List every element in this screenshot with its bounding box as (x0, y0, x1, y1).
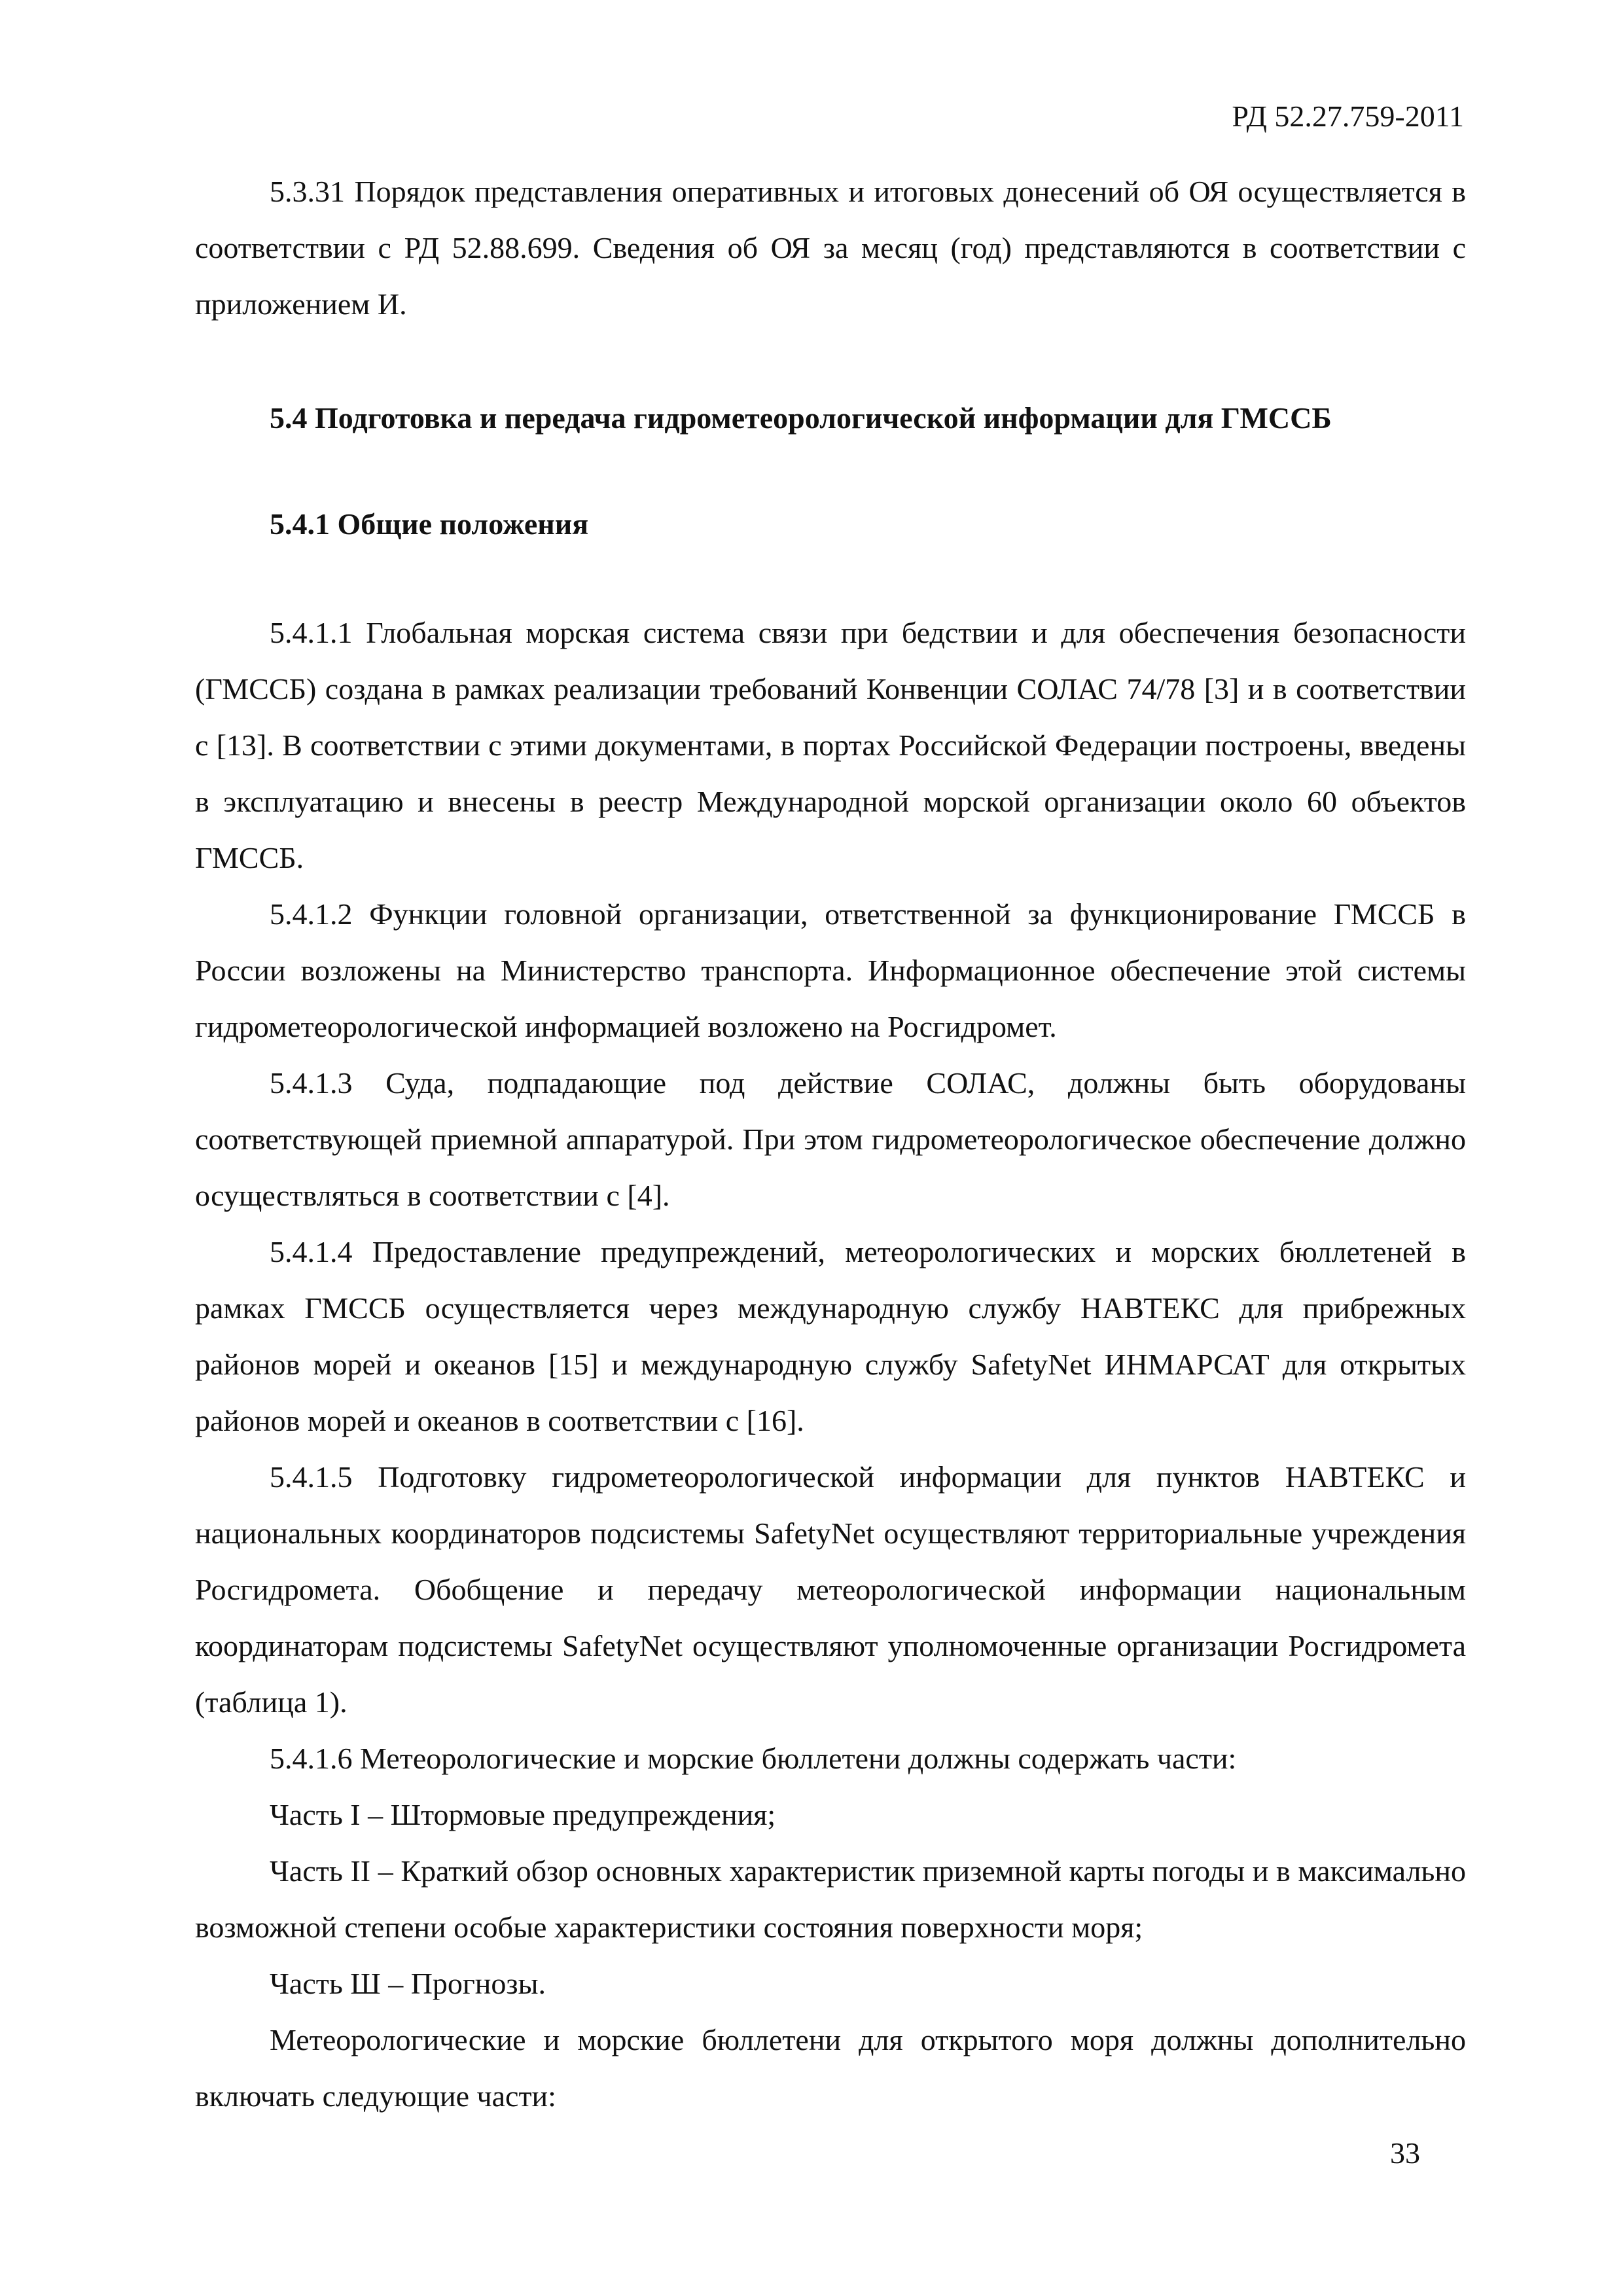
bulletin-part-1: Часть I – Штормовые предупреждения; (270, 1798, 776, 1831)
bulletin-part-3: Часть Ш – Прогнозы. (270, 1967, 546, 2000)
paragraph-5-4-1-2: 5.4.1.2 Функции головной организации, ответственной за функционирование ГМССБ в России возложены на Министерство транспорта. Информационное обеспечение этой системы гидрометеорологической информацией возложено на Росгидромет. (195, 897, 1466, 1043)
page-number: 33 (1390, 2136, 1420, 2170)
paragraph-5-4-1-1: 5.4.1.1 Глобальная морская система связи при бедствии и для обеспечения безопасности (ГМССБ) создана в рамках реализации требований Конвенции СОЛАС 74/78 [3] и в соответствии с [13]. В соответствии с этими документами, в портах Российской Федерации построены, введены в эксплуатацию и внесены в реестр Международной морской организации около 60 объектов ГМССБ. (195, 616, 1466, 874)
paragraph-5-4-1-6: 5.4.1.6 Метеорологические и морские бюллетени должны содержать части: (270, 1742, 1237, 1775)
paragraph-open-sea-bulletins: Метеорологические и морские бюллетени для открытого моря должны дополнительно включать следующие части: (195, 2023, 1466, 2113)
paragraph-5-4-1-3: 5.4.1.3 Суда, подпадающие под действие СОЛАС, должны быть оборудованы соответствующей приемной аппаратурой. При этом гидрометеорологическое обеспечение должно осуществляться в соответствии с [4]. (195, 1066, 1466, 1212)
paragraph-5-3-31: 5.3.31 Порядок представления оперативных и итоговых донесений об ОЯ осуществляется в соответствии с РД 52.88.699. Сведения об ОЯ за месяц (год) представляются в соответствии с приложением И. (195, 175, 1466, 321)
subsection-heading-5-4-1: 5.4.1 Общие положения (270, 507, 589, 541)
document-code: РД 52.27.759-2011 (1232, 99, 1464, 133)
document-body (195, 164, 1466, 2125)
paragraph-5-4-1-4: 5.4.1.4 Предоставление предупреждений, метеорологических и морских бюллетеней в рамках ГМССБ осуществляется через международную службу НАВТЕКС для прибрежных районов морей и океанов [15] и международную службу SafetyNet ИНМАРСАТ для открытых районов морей и океанов в соответствии с [16]. (195, 1235, 1466, 1437)
section-heading-5-4: 5.4 Подготовка и передача гидрометеорологической информации для ГМССБ (270, 401, 1332, 435)
bulletin-part-2: Часть II – Краткий обзор основных характеристик приземной карты погоды и в максимально возможной степени особые характеристики состояния поверхности моря; (195, 1854, 1466, 1944)
paragraph-5-4-1-5: 5.4.1.5 Подготовку гидрометеорологической информации для пунктов НАВТЕКС и национальных координаторов подсистемы SafetyNet осуществляют территориальные учреждения Росгидромета. Обобщение и передачу метеорологической информации национальным координаторам подсистемы SafetyNet осуществляют уполномоченные организации Росгидромета (таблица 1). (195, 1460, 1466, 1719)
